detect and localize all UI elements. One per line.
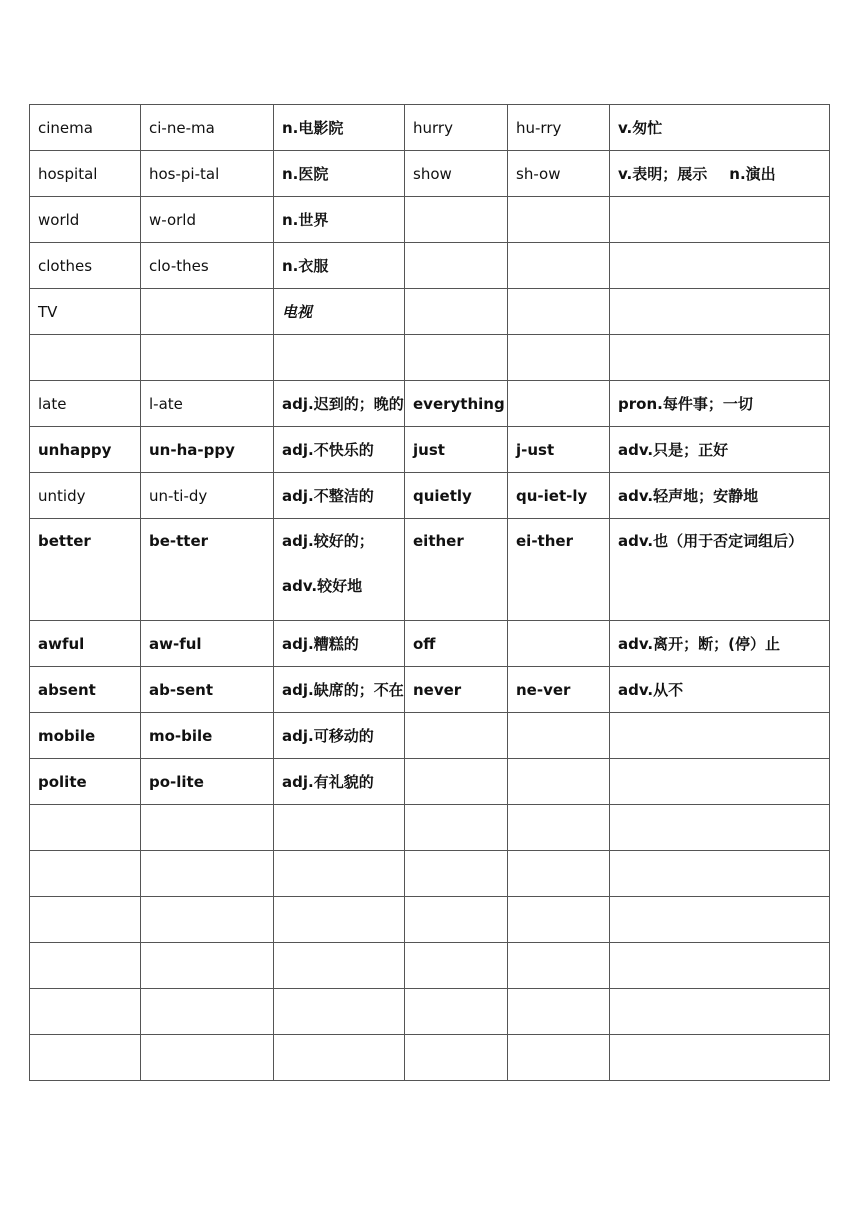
table-row bbox=[30, 381, 830, 427]
word-cell: polite bbox=[30, 759, 141, 805]
table-row bbox=[30, 105, 830, 151]
meaning-cell: n.医院 bbox=[274, 151, 405, 197]
empty-cell bbox=[610, 851, 830, 897]
table-row bbox=[30, 519, 830, 621]
meaning-cell bbox=[610, 713, 830, 759]
meaning-cell: adv.也（用于否定词组后） bbox=[610, 519, 830, 621]
meaning-cell: 电视 bbox=[274, 289, 405, 335]
table-row bbox=[30, 289, 830, 335]
empty-cell bbox=[30, 805, 141, 851]
empty-row bbox=[30, 897, 830, 943]
empty-cell bbox=[274, 805, 405, 851]
meaning-cell: adj.糟糕的 bbox=[274, 621, 405, 667]
meaning-cell: adj.有礼貌的 bbox=[274, 759, 405, 805]
empty-cell bbox=[274, 943, 405, 989]
word-cell: either bbox=[405, 519, 508, 621]
meaning-cell: adj.迟到的；晚的 bbox=[274, 381, 405, 427]
syllable-cell bbox=[141, 289, 274, 335]
empty-cell bbox=[508, 897, 610, 943]
word-cell: quietly bbox=[405, 473, 508, 519]
empty-cell bbox=[405, 989, 508, 1035]
empty-row bbox=[30, 805, 830, 851]
empty-cell bbox=[30, 897, 141, 943]
word-cell: TV bbox=[30, 289, 141, 335]
word-cell bbox=[405, 335, 508, 381]
empty-cell bbox=[508, 989, 610, 1035]
syllable-cell bbox=[508, 243, 610, 289]
empty-cell bbox=[141, 805, 274, 851]
syllable-cell bbox=[508, 759, 610, 805]
word-cell: hurry bbox=[405, 105, 508, 151]
syllable-cell bbox=[508, 335, 610, 381]
empty-cell bbox=[508, 1035, 610, 1081]
syllable-cell bbox=[508, 289, 610, 335]
empty-cell bbox=[405, 943, 508, 989]
empty-cell bbox=[405, 1035, 508, 1081]
empty-cell bbox=[141, 989, 274, 1035]
empty-cell bbox=[405, 897, 508, 943]
meaning-text: v.匆忙 bbox=[618, 118, 663, 137]
empty-cell bbox=[405, 805, 508, 851]
word-cell bbox=[405, 713, 508, 759]
syllable-cell bbox=[141, 335, 274, 381]
word-cell: clothes bbox=[30, 243, 141, 289]
word-cell: hospital bbox=[30, 151, 141, 197]
empty-cell bbox=[274, 897, 405, 943]
syllable-cell: be-tter bbox=[141, 519, 274, 621]
syllable-cell: w-orld bbox=[141, 197, 274, 243]
meaning-cell: adj.可移动的 bbox=[274, 713, 405, 759]
word-cell: untidy bbox=[30, 473, 141, 519]
word-cell: just bbox=[405, 427, 508, 473]
meaning-cell: adv.离开；断；(停）止 bbox=[610, 621, 830, 667]
table-row bbox=[30, 427, 830, 473]
syllable-cell: sh-ow bbox=[508, 151, 610, 197]
empty-cell bbox=[610, 989, 830, 1035]
empty-cell bbox=[610, 943, 830, 989]
empty-cell bbox=[508, 851, 610, 897]
meaning-cell: adj.缺席的；不在 bbox=[274, 667, 405, 713]
empty-cell bbox=[141, 1035, 274, 1081]
syllable-cell bbox=[508, 621, 610, 667]
word-cell: mobile bbox=[30, 713, 141, 759]
table-row bbox=[30, 473, 830, 519]
empty-cell bbox=[141, 897, 274, 943]
meaning-cell bbox=[274, 519, 405, 621]
syllable-cell: ci-ne-ma bbox=[141, 105, 274, 151]
empty-cell bbox=[141, 851, 274, 897]
empty-cell bbox=[30, 989, 141, 1035]
table-row bbox=[30, 667, 830, 713]
word-cell: better bbox=[30, 519, 141, 621]
empty-row bbox=[30, 989, 830, 1035]
word-cell bbox=[405, 197, 508, 243]
table-row bbox=[30, 243, 830, 289]
syllable-cell: aw-ful bbox=[141, 621, 274, 667]
table-row bbox=[30, 759, 830, 805]
empty-cell bbox=[30, 851, 141, 897]
word-cell bbox=[405, 243, 508, 289]
empty-cell bbox=[30, 943, 141, 989]
meaning-cell: adj.不快乐的 bbox=[274, 427, 405, 473]
meaning-text: v.表明；展示 bbox=[618, 164, 708, 183]
empty-cell bbox=[274, 851, 405, 897]
syllable-cell: hos-pi-tal bbox=[141, 151, 274, 197]
meaning-cell bbox=[610, 105, 830, 151]
syllable-cell: ab-sent bbox=[141, 667, 274, 713]
meaning-cell: adv.轻声地；安静地 bbox=[610, 473, 830, 519]
word-cell bbox=[405, 289, 508, 335]
meaning-text-2: n.演出 bbox=[729, 164, 776, 183]
syllable-cell: l-ate bbox=[141, 381, 274, 427]
syllable-cell bbox=[508, 713, 610, 759]
syllable-cell: mo-bile bbox=[141, 713, 274, 759]
syllable-cell: ei-ther bbox=[508, 519, 610, 621]
meaning-cell bbox=[610, 759, 830, 805]
syllable-cell: clo-thes bbox=[141, 243, 274, 289]
meaning-cell: adv.从不 bbox=[610, 667, 830, 713]
meaning-cell bbox=[610, 335, 830, 381]
empty-cell bbox=[508, 943, 610, 989]
empty-cell bbox=[508, 805, 610, 851]
word-cell: off bbox=[405, 621, 508, 667]
vocabulary-table bbox=[29, 104, 830, 1081]
word-cell: cinema bbox=[30, 105, 141, 151]
empty-cell bbox=[610, 1035, 830, 1081]
syllable-cell: qu-iet-ly bbox=[508, 473, 610, 519]
empty-row bbox=[30, 1035, 830, 1081]
syllable-cell bbox=[508, 197, 610, 243]
meaning-cell bbox=[274, 335, 405, 381]
meaning-cell: adj.不整洁的 bbox=[274, 473, 405, 519]
table-row bbox=[30, 621, 830, 667]
meaning-cell bbox=[610, 197, 830, 243]
meaning-text: adj.较好的； bbox=[282, 532, 374, 550]
meaning-cell: n.世界 bbox=[274, 197, 405, 243]
empty-row bbox=[30, 943, 830, 989]
meaning-cell: n.电影院 bbox=[274, 105, 405, 151]
word-cell: never bbox=[405, 667, 508, 713]
empty-cell bbox=[274, 989, 405, 1035]
table-row bbox=[30, 197, 830, 243]
word-cell: world bbox=[30, 197, 141, 243]
syllable-cell: po-lite bbox=[141, 759, 274, 805]
empty-cell bbox=[610, 897, 830, 943]
word-cell: late bbox=[30, 381, 141, 427]
word-cell bbox=[30, 335, 141, 381]
table-row bbox=[30, 713, 830, 759]
meaning-text-2: adv.较好地 bbox=[282, 577, 363, 595]
meaning-cell bbox=[610, 151, 830, 197]
meaning-cell bbox=[610, 289, 830, 335]
empty-cell bbox=[141, 943, 274, 989]
syllable-cell bbox=[508, 381, 610, 427]
word-cell bbox=[405, 759, 508, 805]
word-cell: awful bbox=[30, 621, 141, 667]
meaning-cell bbox=[610, 243, 830, 289]
syllable-cell: hu-rry bbox=[508, 105, 610, 151]
syllable-cell: j-ust bbox=[508, 427, 610, 473]
meaning-cell: adv.只是；正好 bbox=[610, 427, 830, 473]
meaning-cell: n.衣服 bbox=[274, 243, 405, 289]
empty-cell bbox=[30, 1035, 141, 1081]
word-cell: everything bbox=[405, 381, 508, 427]
empty-cell bbox=[405, 851, 508, 897]
syllable-cell: ne-ver bbox=[508, 667, 610, 713]
empty-cell bbox=[610, 805, 830, 851]
word-cell: absent bbox=[30, 667, 141, 713]
table-row bbox=[30, 335, 830, 381]
syllable-cell: un-ha-ppy bbox=[141, 427, 274, 473]
empty-row bbox=[30, 851, 830, 897]
table-row bbox=[30, 151, 830, 197]
empty-cell bbox=[274, 1035, 405, 1081]
word-cell: show bbox=[405, 151, 508, 197]
word-cell: unhappy bbox=[30, 427, 141, 473]
meaning-cell: pron.每件事；一切 bbox=[610, 381, 830, 427]
syllable-cell: un-ti-dy bbox=[141, 473, 274, 519]
